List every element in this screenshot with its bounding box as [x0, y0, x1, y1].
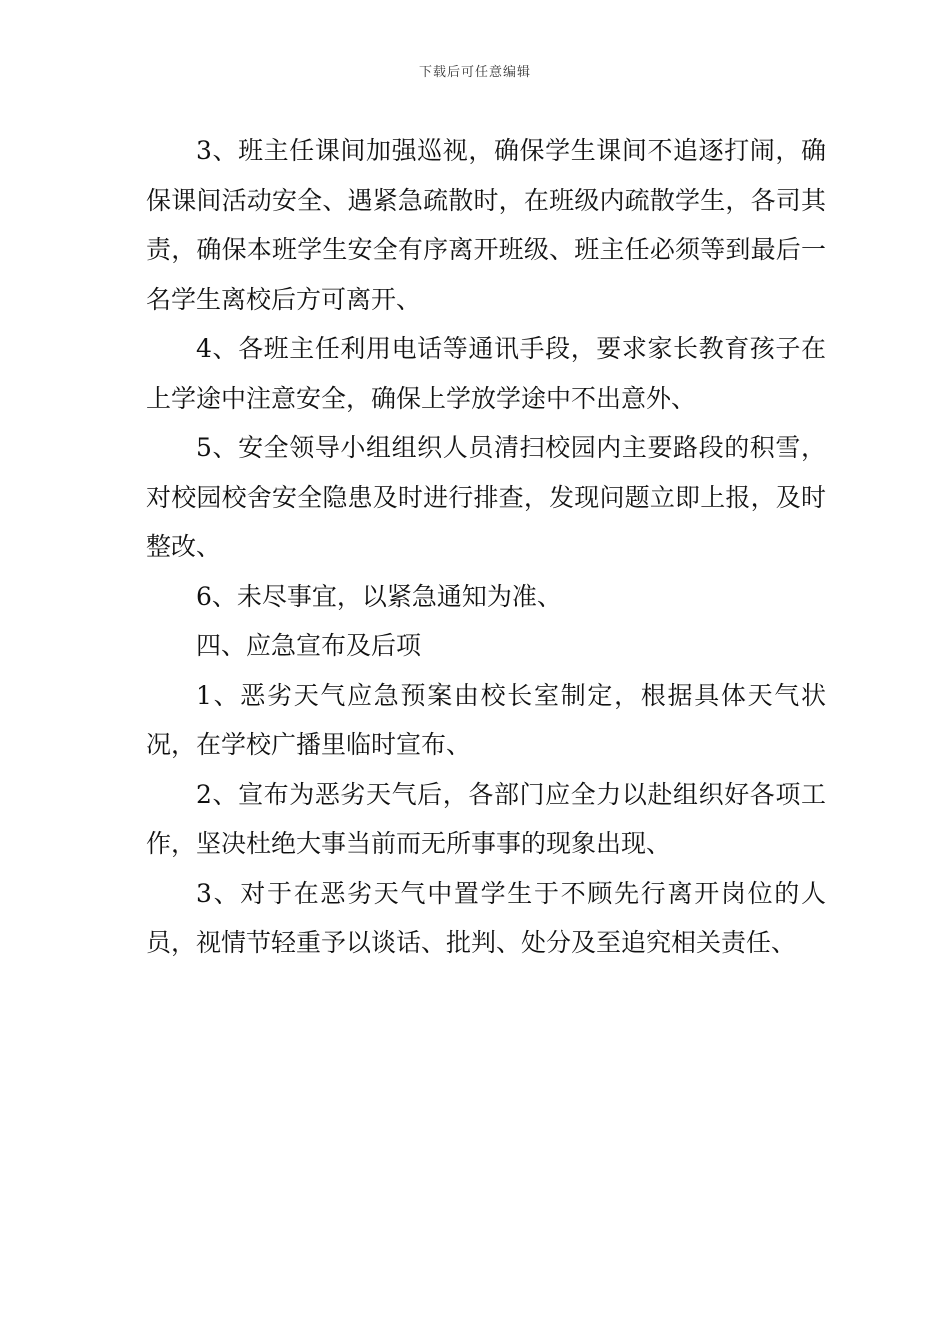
section-heading-emergency: 四、应急宣布及后项 — [196, 631, 422, 660]
paragraph-emergency-3: 3、对于在恶劣天气中置学生于不顾先行离开岗位的人员，视情节轻重予以谈话、批判、处分及至追究相关责任、 — [146, 878, 826, 957]
paragraph-item-6-notice: 6、未尽事宜，以紧急通知为准、 — [196, 581, 562, 611]
paragraph-emergency-1: 1、恶劣天气应急预案由校长室制定，根据具体天气状况，在学校广播里临时宣布、 — [146, 680, 826, 759]
paragraph-item-5-snow-clearing: 5、安全领导小组组织人员清扫校园内主要路段的积雪，对校园校舍安全隐患及时进行排查，发现问题立即上报，及时整改、 — [146, 433, 826, 561]
paragraph-item-3-supervision: 3、班主任课间加强巡视，确保学生课间不追逐打闹，确保课间活动安全、遇紧急疏散时，在班级内疏散学生，各司其责，确保本班学生安全有序离开班级、班主任必须等到最后一名学生离校后方可离开、 — [146, 136, 826, 314]
page-header: 下载后可任意编辑 — [418, 65, 531, 80]
paragraph-emergency-2: 2、宣布为恶劣天气后，各部门应全力以赴组织好各项工作，坚决杜绝大事当前而无所事事的现象出现、 — [146, 779, 826, 858]
paragraph-item-4-parents: 4、各班主任利用电话等通讯手段，要求家长教育孩子在上学途中注意安全，确保上学放学途中不出意外、 — [146, 334, 826, 413]
document-body — [146, 126, 826, 968]
